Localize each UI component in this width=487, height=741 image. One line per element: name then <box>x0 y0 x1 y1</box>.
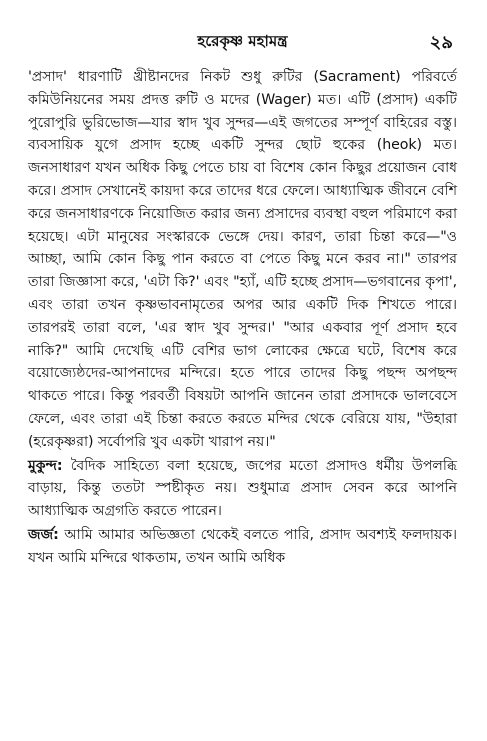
paragraph-text: বৈদিক সাহিত্যে বলা হয়েছে, জপের মতো প্রসাদও ধর্মীয় উপলব্ধি বাড়ায়, কিন্তু ততটা স্পষ্টীকৃত নয়। শুধুমাত্র প্রসাদ সেবন করে আপনি আধ্যাত্মিক অগ্রগতি করতে পারেন। <box>28 457 457 520</box>
paragraph-george <box>28 524 457 570</box>
running-title: হরেকৃষ্ণ মহামন্ত্র <box>197 32 288 50</box>
page-number: ২৯ <box>429 32 453 53</box>
speaker-label: মুকুন্দ: <box>28 457 63 474</box>
body-text <box>28 66 457 570</box>
paragraph-text: 'প্রসাদ' ধারণাটি খ্রীষ্টানদের নিকট শুধু রুটির (Sacrament) পরিবর্তে কমিউনিয়নের সময় প্রদত্ত রুটি ও মদের (Wager) মত। এটি (প্রসাদ) একটি পুরোপুরি ভুরিভোজ—যার স্বাদ খুব সুন্দর—এই জগতের সম্পূর্ণ বাহিরের বস্তু। ব্যবসায়িক যুগে প্রসাদ হচ্ছে একটি সুন্দর ছোট হুকের (heok) মত। জনসাধারণ যখন অধিক কিছু পেতে চায় বা বিশেষ কোন কিছুর প্রয়োজন বোধ করে। প্রসাদ সেখানেই কায়দা করে তাদের ধরে ফেলে। আধ্যাত্মিক জীবনে বেশি করে জনসাধারণকে নিয়োজিত করার জন্য প্রসাদের ব্যবস্থা বহুল পরিমাণে করা হয়েছে। এটা মানুষের সংস্কারকে ভেঙ্গে দেয়। কারণ, তারা চিন্তা করে—"ও আচ্ছা, আমি কোন কিছু পান করতে বা পেতে কিছু মনে করব না।" তারপর তারা জিজ্ঞাসা করে, 'এটা কি?' এবং "হ্যাঁ, এটি হচ্ছে প্রসাদ—ভগবানের কৃপা', এবং তারা তখন কৃষ্ণভাবনামৃতের অপর আর একটি দিক শিখতে পারে। তারপরই তারা বলে, 'এর স্বাদ খুব সুন্দর।' "আর একবার পূর্ণ প্রসাদ হবে নাকি?" আমি দেখেছি এটি বেশির ভাগ লোকের ক্ষেত্রে ঘটে, বিশেষ করে বয়োজ্যেষ্ঠদের-আপনাদের মন্দিরে। হতে পারে তাদের কিছু পছন্দ অপছন্দ থাকতে পারে। কিন্তু পরবর্তী বিষয়টা আপনি জানেন তারা প্রসাদকে ভালবেসে ফেলে, এবং তারা এই চিন্তা করতে করতে মন্দির থেকে বেরিয়ে যায়, "উহারা (হরেকৃষ্ণরা) সর্বোপরি খুব একটা খারাপ নয়।" <box>28 69 457 450</box>
page-header <box>28 22 457 66</box>
speaker-label: জর্জ: <box>28 526 59 543</box>
paragraph-text: আমি আমার অভিজ্ঞতা থেকেই বলতে পারি, প্রসাদ অবশ্যই ফলদায়ক। যখন আমি মন্দিরে থাকতাম, তখন আমি অধিক <box>28 526 457 566</box>
paragraph-mukunda <box>28 455 457 523</box>
paragraph-prasad <box>28 66 457 454</box>
